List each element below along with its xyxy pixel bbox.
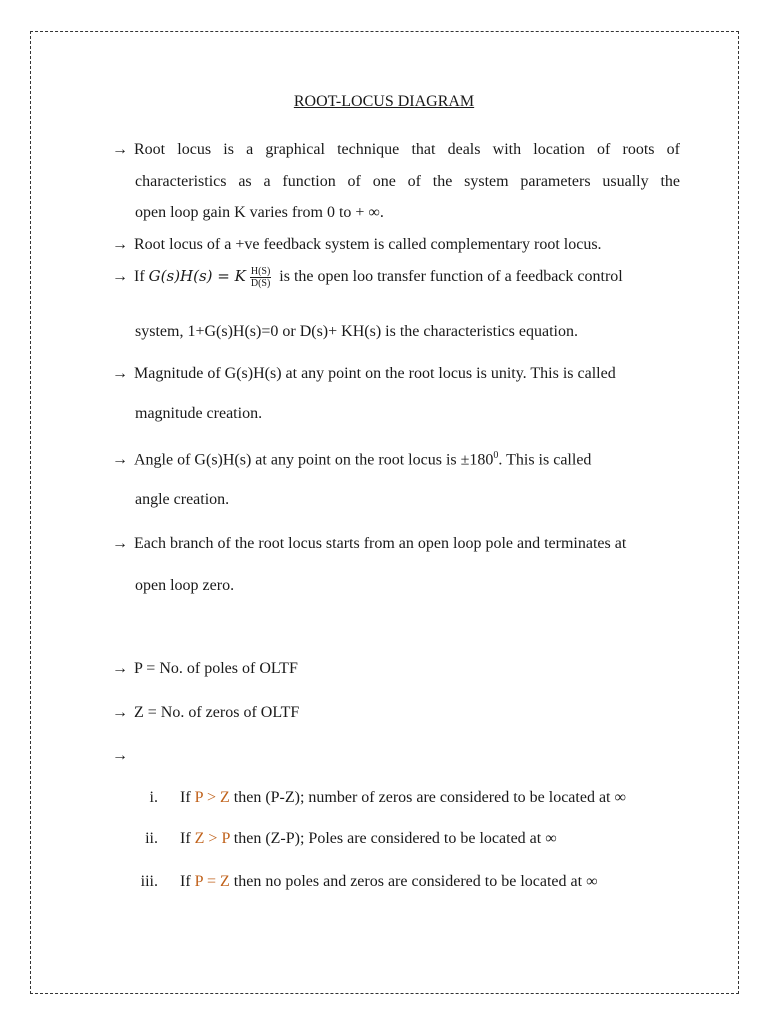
arrow-icon: → <box>112 268 128 286</box>
empty-arrow-bullet <box>112 747 134 765</box>
condition-1-numeral: i. <box>149 789 158 806</box>
arrow-icon: → <box>112 141 128 158</box>
poles-definition: → P = No. of poles of OLTF <box>112 660 298 677</box>
condition-2-numeral: ii. <box>145 830 158 847</box>
condition-1-highlight: P > Z <box>194 789 230 806</box>
bullet-4-line-1: → Magnitude of G(s)H(s) at any point on the root locus is unity. This is called <box>112 365 616 382</box>
arrow-icon: → <box>112 451 128 469</box>
bullet-4-line-2: magnitude creation. <box>135 405 263 422</box>
arrow-icon: → <box>112 660 128 677</box>
bullet-1-line-2: characteristics as a function of one of the system parameters usually the <box>135 173 680 190</box>
arrow-icon: → <box>112 236 128 253</box>
bullet-5-line-1: → Angle of G(s)H(s) at any point on the root locus is $\pm 180^0$. This is called <box>112 450 592 469</box>
arrow-icon: → <box>112 747 128 764</box>
condition-2-highlight: Z > P <box>194 830 230 847</box>
condition-3-highlight: P = Z <box>194 873 230 890</box>
arrow-icon: → <box>112 704 128 721</box>
document-title: ROOT-LOCUS DIAGRAM <box>293 93 475 110</box>
bullet-1-line-3: open loop gain K varies from 0 to + ∞. <box>135 204 384 221</box>
condition-2: If Z > P then (Z-P); Poles are considered to be located at ∞ <box>180 830 557 847</box>
fraction-numerator: H(S) <box>250 266 271 277</box>
arrow-icon: → <box>112 365 128 382</box>
bullet-6-line-2: open loop zero. <box>135 577 235 594</box>
bullet-3-line-2: system, 1+G(s)H(s)=0 or D(s)+ KH(s) is the characteristics equation. <box>135 323 578 340</box>
bullet-5-line-2: angle creation. <box>135 491 230 508</box>
transfer-function-math: G(s)H(s) = K <box>148 267 246 286</box>
bullet-6-line-1: → Each branch of the root locus starts from an open loop pole and terminates at <box>112 535 627 552</box>
bullet-1-line-1: → Root locus is a graphical technique that deals with location of roots of <box>112 141 680 158</box>
fraction-denominator: D(S) <box>250 278 271 289</box>
transfer-function-fraction <box>250 266 271 289</box>
condition-1: If P > Z then (P-Z); number of zeros are considered to be located at ∞ <box>180 789 626 806</box>
condition-3-numeral: iii. <box>140 873 158 890</box>
bullet-2: → Root locus of a +ve feedback system is called complementary root locus. <box>112 236 602 253</box>
condition-3: If P = Z then no poles and zeros are considered to be located at ∞ <box>180 873 598 890</box>
bullet-3-line-1: → If G(s)H(s) = K $\frac{H(S)}{D(S)}$ is the open loo transfer function of a feedback control <box>112 266 623 289</box>
zeros-definition: → Z = No. of zeros of OLTF <box>112 704 300 721</box>
arrow-icon: → <box>112 535 128 552</box>
